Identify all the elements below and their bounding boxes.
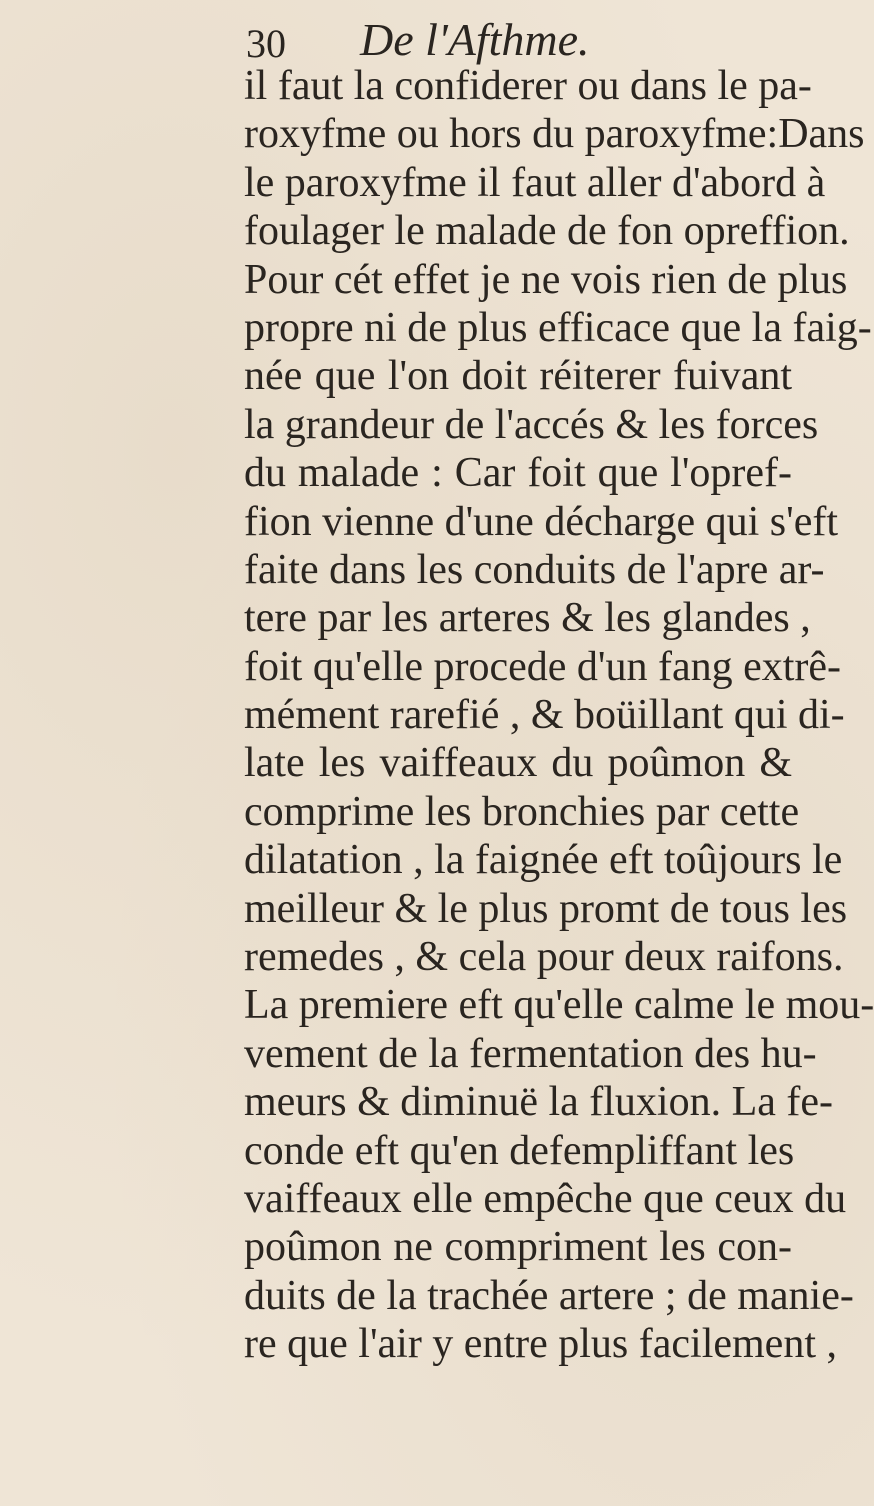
text-line: comprime les bronchies par cette — [244, 788, 800, 835]
text-line: du malade : Car foit que l'opref- — [244, 450, 792, 497]
text-line: mément rarefié , & boüillant qui di- — [244, 692, 845, 739]
text-line: Pour cét effet je ne vois rien de plus — [244, 256, 848, 303]
text-line: remedes , & cela pour deux raifons. — [244, 934, 844, 981]
text-line: il faut la confiderer ou dans le pa- — [244, 63, 812, 109]
text-line: dilatation , la faignée eft toûjours le — [244, 837, 843, 884]
text-line: meilleur & le plus promt de tous les — [244, 885, 848, 932]
text-line: La premiere eft qu'elle calme le mou- — [244, 982, 874, 1029]
text-line: meurs & diminuë la fluxion. La fe- — [244, 1079, 834, 1126]
text-line: la grandeur de l'accés & les forces — [244, 401, 819, 448]
text-line: le paroxyfme il faut aller d'abord à — [244, 159, 826, 206]
text-line: tere par les arteres & les glandes , — [244, 595, 811, 642]
text-line: propre ni de plus efficace que la faig- — [244, 304, 872, 351]
text-line: late les vaiffeaux du poûmon & — [244, 740, 792, 787]
text-line: roxyfme ou hors du paroxyfme:Dans — [244, 111, 865, 158]
text-line: faite dans les conduits de l'apre ar- — [244, 546, 825, 593]
page-number: 30 — [246, 21, 286, 66]
text-line: vement de la fermentation des hu- — [244, 1030, 817, 1077]
text-line: poûmon ne compriment les con- — [244, 1224, 792, 1271]
text-line: foulager le malade de fon opreffion. — [244, 208, 850, 255]
running-title: De l'Afthme. — [360, 14, 590, 65]
running-head — [0, 8, 800, 70]
text-line: conde eft qu'en defempliffant les — [244, 1127, 795, 1174]
text-line: vaiffeaux elle empêche que ceux du — [244, 1175, 847, 1222]
text-line: fion vienne d'une décharge qui s'eft — [244, 498, 838, 545]
text-line: duits de la trachée artere ; de manie- — [244, 1272, 854, 1319]
body-text — [244, 62, 874, 1369]
text-line: re que l'air y entre plus facilement , — [244, 1321, 837, 1368]
text-line: foit qu'elle procede d'un fang extrê- — [244, 643, 842, 690]
text-line: née que l'on doit réiterer fuivant — [244, 353, 792, 400]
